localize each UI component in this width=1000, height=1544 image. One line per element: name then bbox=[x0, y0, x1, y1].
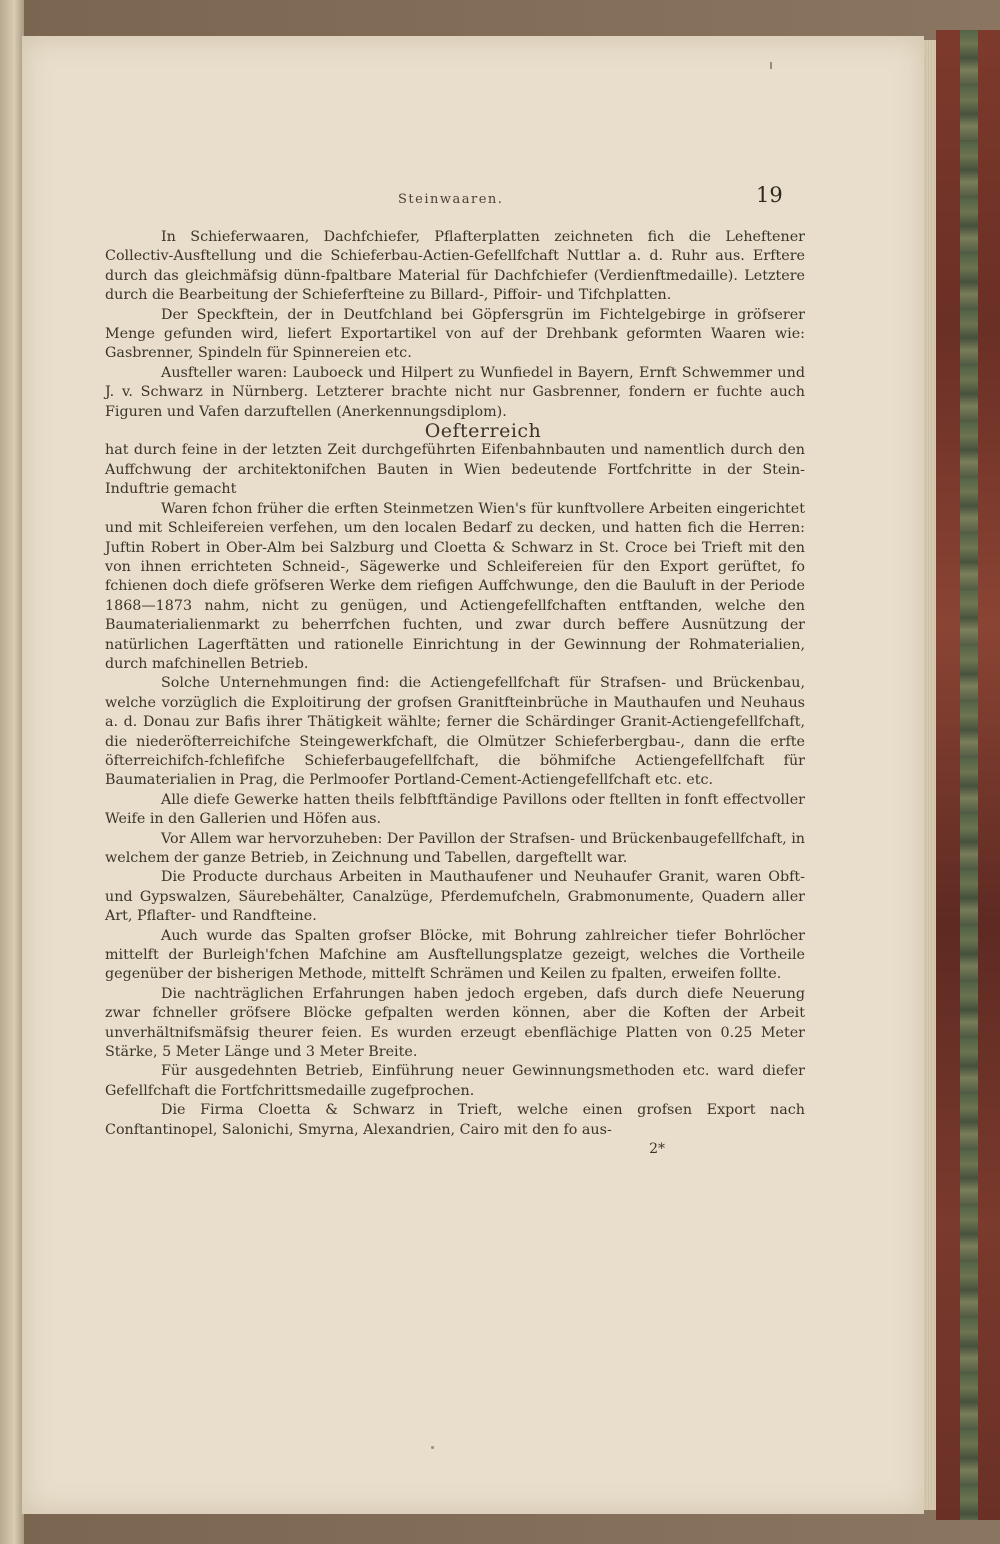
paragraph: Waren fchon früher die erften Steinmetzen Wien's für kunftvollere Arbeiten eingerichtet und mit Schleifereien verfehen, um den localen Bedarf zu decken, und hatten fich die Herren: Juftin Robert in Ober-Alm bei Salzburg und Cloetta & Schwarz in St. Croce bei Trieft mit den von ihnen errichteten Schneid-, Sägewerke und Schleifereien für den Export gerüftet, fo fchienen doch diefe gröfseren Werke dem riefigen Auffchwunge, den die Bauluft in der Periode 1868—1873 nahm, nicht zu genügen, und Actiengefellfchaften entftanden, welche den Baumaterialienmarkt zu beherrfchen fuchten, und zwar durch beffere Ausnützung der natürlichen Lagerftätten und rationelle Einrichtung in der Gewinnung der Rohmaterialien, durch mafchinellen Betrieb. bbox=[105, 500, 805, 672]
page-number: 19 bbox=[756, 183, 783, 207]
paragraph: In Schieferwaaren, Dachfchiefer, Pflafterplatten zeichneten fich die Leheftener Collectiv-Ausftellung und die Schieferbau-Actien-Gefellfchaft Nuttlar a. d. Ruhr aus. Erftere durch das gleichmäfsig dünn-fpaltbare Material für Dachfchiefer (Verdienftmedaille). Letztere durch die Bearbeitung der Schieferfteine zu Billard-, Piffoir- und Tifchplatten. bbox=[105, 229, 805, 304]
running-head-title: Steinwaaren. bbox=[398, 192, 504, 207]
section-heading: Oefterreich bbox=[424, 420, 542, 443]
paragraph: hat durch feine in der letzten Zeit durchgeführten Eifenbahnbauten und namentlich durch den Auffchwung der architektonifchen Bauten in Wien bedeutende Fortfchritte in der Stein-Induftrie gemacht bbox=[105, 442, 805, 498]
paragraph: Solche Unternehmungen find: die Actiengefellfchaft für Strafsen- und Brückenbau, welche vorzüglich die Exploitirung der grofsen Granitfteinbrüche in Mauthaufen und Neuhaus a. d. Donau zur Bafis ihrer Thätigkeit wählte; ferner die Schärdinger Granit-Actiengefellfchaft, die niederöfterreichifche Steingewerkfchaft, die Olmützer Schieferbergbau-, dann die erfte öfterreichifch-fchlefifche Schieferbaugefellfchaft, die böhmifche Actiengefellfchaft für Baumaterialien in Prag, die Perlmoofer Portland-Cement-Actiengefellfchaft etc. etc. bbox=[105, 675, 805, 789]
body-text bbox=[105, 228, 805, 1160]
paragraph: Auch wurde das Spalten grofser Blöcke, mit Bohrung zahlreicher tiefer Bohrlöcher mittelft der Burleigh'fchen Mafchine am Ausftellungsplatze gezeigt, welches die Vortheile gegenüber der bisherigen Methode, mittelft Schrämen und Keilen zu fpalten, erweifen follte. bbox=[105, 927, 805, 983]
book-page bbox=[22, 36, 924, 1514]
paragraph: Vor Allem war hervorzuheben: Der Pavillon der Strafsen- und Brückenbaugefellfchaft, in welchem der ganze Betrieb, in Zeichnung und Tabellen, dargeftellt war. bbox=[105, 830, 805, 866]
paragraph: Die nachträglichen Erfahrungen haben jedoch ergeben, dafs durch diefe Neuerung zwar fchneller gröfsere Blöcke gefpalten werden können, aber die Koften der Arbeit unverhältnifsmäfsig theurer feien. Es wurden erzeugt ebenflächige Platten von 0.25 Meter Stärke, 5 Meter Länge und 3 Meter Breite. bbox=[105, 985, 805, 1061]
marbled-cover-strip bbox=[960, 30, 978, 1520]
signature-mark: 2* bbox=[649, 1141, 665, 1158]
paragraph: Der Speckftein, der in Deutfchland bei Göpfersgrün im Fichtelgebirge in gröfserer Menge gefunden wird, liefert Exportartikel von auf der Drehbank geformten Waaren wie: Gasbrenner, Spindeln für Spinnereien etc. bbox=[105, 306, 805, 362]
paragraph: Ausfteller waren: Lauboeck und Hilpert zu Wunfiedel in Bayern, Ernft Schwemmer und J. v. Schwarz in Nürnberg. Letzterer brachte nicht nur Gasbrenner, fondern er fuchte auch Figuren und Vafen darzuftellen (Anerkennungsdiplom). bbox=[105, 364, 805, 420]
previous-page-edge bbox=[0, 0, 24, 1544]
paragraph: Die Firma Cloetta & Schwarz in Trieft, welche einen grofsen Export nach Conftantinopel, Salonichi, Smyrna, Alexandrien, Cairo mit den fo aus- bbox=[105, 1102, 805, 1138]
page-speck bbox=[431, 1446, 434, 1449]
paragraph: Für ausgedehnten Betrieb, Einführung neuer Gewinnungsmethoden etc. ward diefer Gefellfchaft die Fortfchrittsmedaille zugefprochen. bbox=[105, 1063, 805, 1099]
paragraph: Alle diefe Gewerke hatten theils felbftftändige Pavillons oder ftellten in fonft effectvoller Weife in den Gallerien und Höfen aus. bbox=[105, 791, 805, 828]
paragraph: Die Producte durchaus Arbeiten in Mauthaufener und Neuhaufer Granit, waren Obft- und Gypswalzen, Säurebehälter, Canalzüge, Pferdemufcheln, Grabmonumente, Quadern aller Art, Pflafter- und Randfteine. bbox=[105, 869, 805, 925]
page-mark bbox=[770, 62, 772, 69]
